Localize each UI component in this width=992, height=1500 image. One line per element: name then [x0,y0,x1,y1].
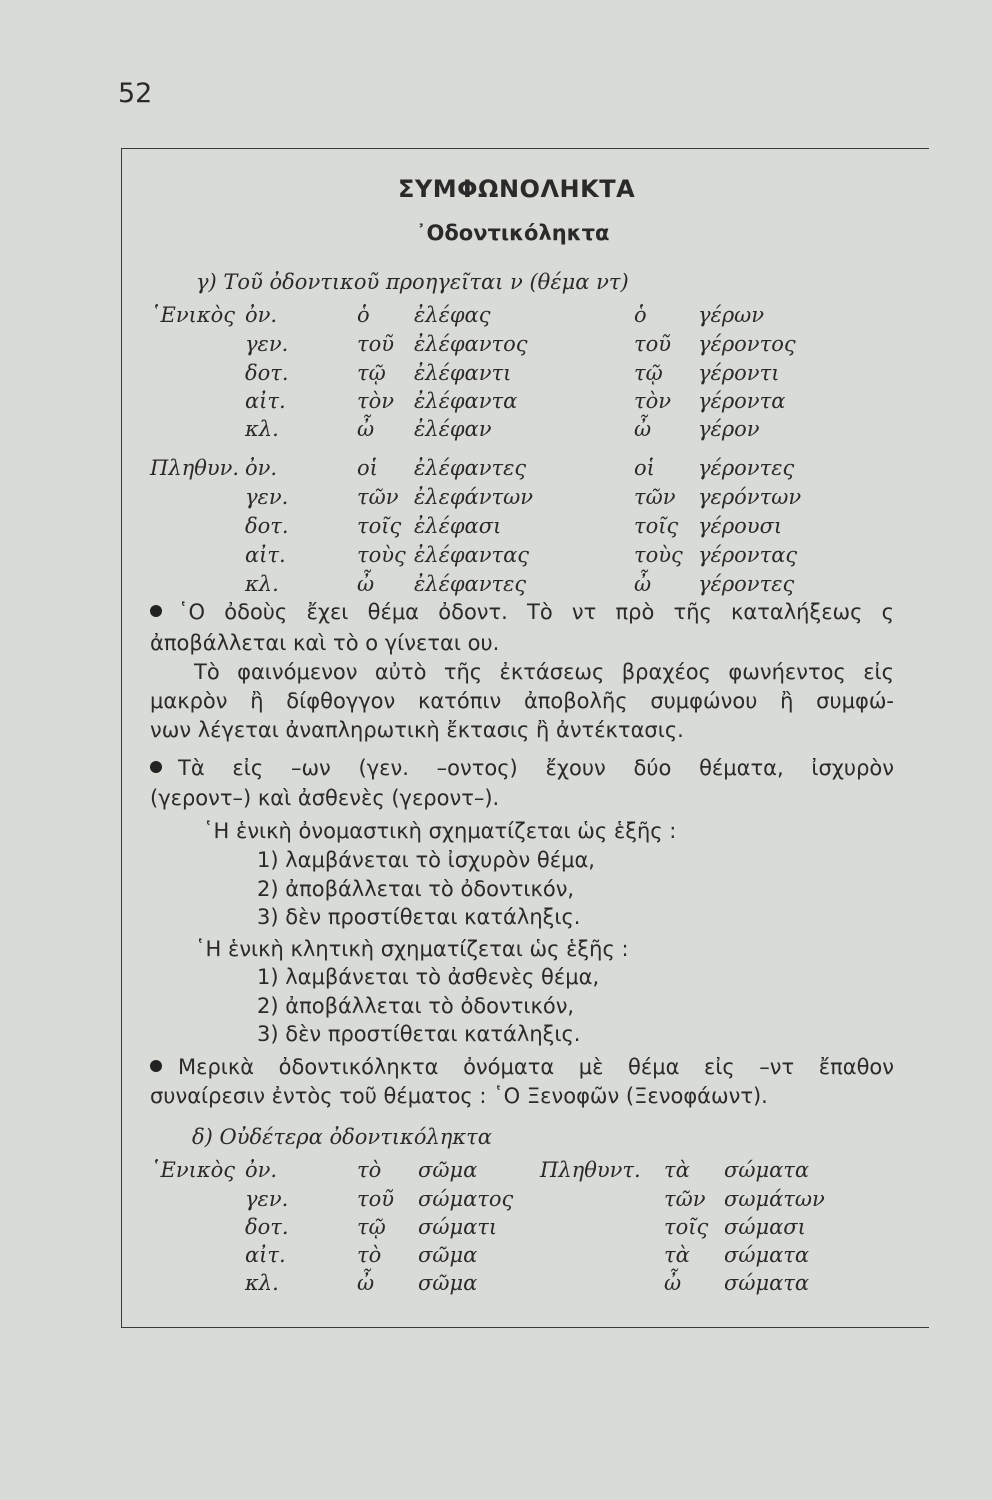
article-cell: τῶν [664,1187,706,1211]
article-cell: τὰ [664,1158,690,1182]
article-cell: τοῖς [357,514,402,538]
noun-form-cell: σῶμα [418,1271,478,1295]
article-cell: ὦ [634,572,652,596]
case-label: δοτ. [245,1215,289,1239]
noun-form-cell: σώματος [418,1187,514,1211]
noun-form-cell: γέρων [698,303,765,327]
noun-form-cell: ἐλέφαντι [414,361,512,385]
article-cell: τῶν [357,485,399,509]
noun-form-cell: σωμάτων [724,1187,825,1211]
note-1-line-1: ῾Ο ὀδοὺς ἔχει θέμα ὀδοντ. Τὸ ντ πρὸ τῆς καταλήξεως ς [150,600,894,624]
case-label: δοτ. [245,361,289,385]
article-cell: οἱ [357,456,378,480]
note-2-line-2: μακρὸν ἢ δίφθογγον κατόπιν ἀποβολῆς συμφώνου ἢ συμφώ- [150,689,894,713]
page-title: ΣΥΜΦΩΝΟΛΗΚΤΑ [398,175,636,203]
plural-label: Πληθυντ. [540,1158,641,1182]
noun-form-cell: γέροντες [698,456,795,480]
nominative-step: 2) ἀποβάλλεται τὸ ὀδοντικόν, [257,877,575,901]
case-label: ὀν. [245,303,278,327]
nominative-intro: ῾Η ἑνικὴ ὀνομαστικὴ σχηματίζεται ὡς ἑξῆς : [203,819,677,843]
noun-form-cell: γέροντι [698,361,780,385]
article-cell: τοῖς [634,514,679,538]
noun-form-cell: ἐλέφαν [414,417,492,441]
noun-form-cell: γέρον [698,417,760,441]
note-1-line-2: ἀποβάλλεται καὶ τὸ ο γίνεται ου. [150,631,500,655]
page-number: 52 [118,78,153,109]
article-cell: τὸ [357,1243,382,1267]
bullet-icon [150,1060,162,1072]
vocative-intro: ῾Η ἑνικὴ κλητικὴ σχηματίζεται ὡς ἑξῆς : [195,937,629,961]
noun-form-cell: ἐλεφάντων [414,485,534,509]
article-cell: τὸ [357,1158,382,1182]
noun-form-cell: ἐλέφας [414,303,491,327]
number-label: ῾Ενικὸς [150,303,236,327]
noun-form-cell: γέροντας [698,543,798,567]
noun-form-cell: σώματα [724,1271,810,1295]
article-cell: ὦ [357,417,375,441]
article-cell: τὸν [357,389,395,413]
note-4-line-1: Μερικὰ ὀδοντικόληκτα ὀνόματα μὲ θέμα εἰς –ντ ἔπαθον [150,1055,894,1079]
section-d-heading: δ) Οὐδέτερα ὀδοντικόληκτα [192,1125,492,1149]
noun-form-cell: ἐλέφαντες [414,572,527,596]
article-cell: τὸν [634,389,672,413]
article-cell: τῶν [634,485,676,509]
noun-form-cell: γέροντος [698,332,796,356]
article-cell: τῷ [357,361,386,385]
noun-form-cell: σῶμα [418,1243,478,1267]
case-label: κλ. [245,572,279,596]
nominative-step: 1) λαμβάνεται τὸ ἰσχυρὸν θέμα, [257,848,595,872]
article-cell: ὁ [357,303,370,327]
article-cell: ὦ [634,417,652,441]
article-cell: τοὺς [634,543,683,567]
number-label: ῾Ενικὸς [150,1158,236,1182]
case-label: γεν. [245,332,289,356]
noun-form-cell: ἐλέφαντος [414,332,528,356]
note-2-line-1: Τὸ φαινόμενον αὐτὸ τῆς ἐκτάσεως βραχέος φωνήεντος εἰς [194,660,894,684]
noun-form-cell: ἐλέφαντες [414,456,527,480]
article-cell: τῷ [634,361,663,385]
article-cell: ὦ [357,572,375,596]
noun-form-cell: γέρουσι [698,514,783,538]
case-label: ὀν. [245,456,278,480]
vocative-step: 1) λαμβάνεται τὸ ἀσθενὲς θέμα, [257,965,600,989]
note-3-line-2: (γεροντ–) καὶ ἀσθενὲς (γεροντ–). [150,786,500,810]
case-label: αἰτ. [245,1243,286,1267]
case-label: αἰτ. [245,543,286,567]
noun-form-cell: σώματι [418,1215,498,1239]
article-cell: τοῖς [664,1215,709,1239]
vocative-step: 3) δὲν προστίθεται κατάληξις. [257,1022,581,1046]
vocative-step: 2) ἀποβάλλεται τὸ ὀδοντικόν, [257,994,575,1018]
noun-form-cell: ἐλέφαντα [414,389,518,413]
number-label: Πληθυν. [150,456,240,480]
bullet-icon [150,761,162,773]
bullet-icon [150,605,162,617]
article-cell: τοῦ [357,332,395,356]
noun-form-cell: ἐλέφαντας [414,543,530,567]
note-2-line-3: νων λέγεται ἀναπληρωτικὴ ἔκτασις ἢ ἀντέκτασις. [150,718,684,742]
nominative-step: 3) δὲν προστίθεται κατάληξις. [257,905,581,929]
article-cell: τὰ [664,1243,690,1267]
case-label: ὀν. [245,1158,278,1182]
case-label: κλ. [245,417,279,441]
noun-form-cell: γέροντα [698,389,786,413]
case-label: αἰτ. [245,389,286,413]
noun-form-cell: σώματα [724,1158,810,1182]
article-cell: ὦ [357,1271,375,1295]
noun-form-cell: γέροντες [698,572,795,596]
case-label: κλ. [245,1271,279,1295]
section-g-heading: γ) Τοῦ ὀδοντικοῦ προηγεῖται ν (θέμα ντ) [196,270,629,294]
article-cell: τοῦ [634,332,672,356]
noun-form-cell: σώματα [724,1243,810,1267]
note-4-line-2: συναίρεσιν ἐντὸς τοῦ θέματος : ῾Ο Ξενοφῶν (Ξενοφάωντ). [150,1084,768,1108]
article-cell: ὁ [634,303,647,327]
page-subtitle: ᾽Οδοντικόληκτα [416,221,610,245]
noun-form-cell: σώμασι [724,1215,806,1239]
note-3-line-1: Τὰ εἰς –ων (γεν. –οντος) ἔχουν δύο θέματα, ἰσχυρὸν [150,756,894,780]
article-cell: ὦ [664,1271,682,1295]
case-label: γεν. [245,1187,289,1211]
article-cell: τοὺς [357,543,406,567]
noun-form-cell: σῶμα [418,1158,478,1182]
article-cell: οἱ [634,456,655,480]
case-label: δοτ. [245,514,289,538]
noun-form-cell: ἐλέφασι [414,514,502,538]
article-cell: τοῦ [357,1187,395,1211]
noun-form-cell: γερόντων [698,485,802,509]
case-label: γεν. [245,485,289,509]
article-cell: τῷ [357,1215,386,1239]
